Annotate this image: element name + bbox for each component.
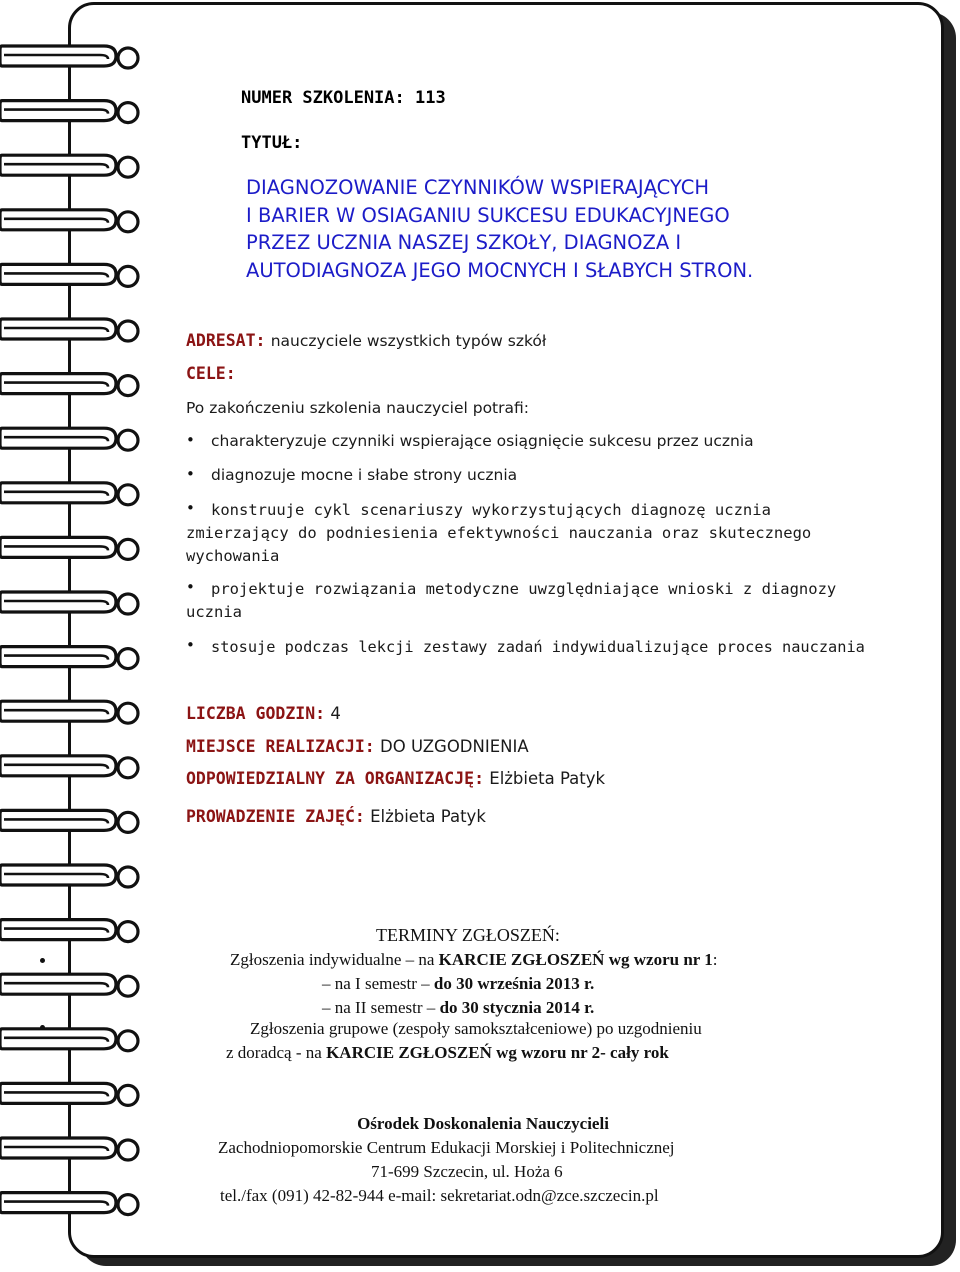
binding-ring — [0, 537, 138, 559]
binding-ring — [0, 264, 138, 286]
location-label: MIEJSCE REALIZACJI: — [186, 737, 375, 756]
training-number — [241, 88, 446, 108]
group-applications-form — [226, 1043, 669, 1063]
binding-ring — [0, 428, 138, 450]
title-line: AUTODIAGNOZA JEGO MOCNYCH I SŁABYCH STRON. — [246, 258, 754, 282]
binding-ring — [0, 920, 138, 942]
goal-item: charakteryzuje czynniki wspierające osiągnięcie sukcesu przez ucznia — [211, 432, 754, 450]
bullet: • — [186, 578, 195, 596]
semester-2-date: do 30 stycznia 2014 r. — [439, 998, 595, 1017]
goal-item-continued: zmierzający do podniesienia efektywności nauczania oraz skutecznego — [186, 524, 812, 542]
training-number-value: 113 — [415, 88, 446, 108]
adresat-row — [186, 331, 546, 350]
binding-ring — [0, 374, 138, 396]
cele-label: CELE: — [186, 364, 236, 383]
semester-2-deadline — [322, 998, 594, 1018]
training-number-label: NUMER SZKOLENIA: — [241, 88, 405, 108]
binding-ring — [0, 210, 138, 232]
title-line: I BARIER W OSIAGANIU SUKCESU EDUKACYJNEGO — [246, 203, 730, 227]
semester-1-deadline — [322, 974, 594, 994]
trainer-label: PROWADZENIE ZAJĘĆ: — [186, 807, 365, 826]
trainer-value: Elżbieta Patyk — [370, 807, 486, 826]
binding-ring — [0, 647, 138, 669]
semester-2-label: – na II semestr – — [322, 998, 440, 1017]
group-prefix: z doradcą - na — [226, 1043, 327, 1062]
group-form: KARCIE ZGŁOSZEŃ wg wzoru nr 2- cały rok — [326, 1043, 669, 1062]
location-row — [186, 737, 529, 756]
binding-ring — [0, 1083, 138, 1105]
bullet — [40, 1025, 45, 1030]
footer — [0, 1114, 960, 1134]
spiral-binding — [0, 0, 140, 1272]
semester-1-label: – na I semestr – — [322, 974, 434, 993]
individual-form: KARCIE ZGŁOSZEŃ wg wzoru nr 1 — [438, 950, 713, 969]
binding-ring — [0, 155, 138, 177]
binding-ring — [0, 101, 138, 123]
group-applications: Zgłoszenia grupowe (zespoły samokształceniowe) po uzgodnieniu — [250, 1019, 702, 1038]
binding-ring — [0, 810, 138, 832]
bullet: • — [186, 465, 195, 483]
binding-ring — [0, 701, 138, 723]
location-value: DO UZGODNIENIA — [380, 737, 529, 756]
org-full-name: Zachodniopomorskie Centrum Edukacji Morskiej i Politechnicznej — [218, 1138, 675, 1157]
training-title — [246, 174, 753, 284]
bullet — [40, 958, 45, 963]
org-contact: tel./fax (091) 42-82-944 e-mail: sekretariat.odn@zce.szczecin.pl — [220, 1186, 659, 1205]
org-address: 71-699 Szczecin, ul. Hoża 6 — [371, 1162, 563, 1181]
semester-1-date: do 30 września 2013 r. — [433, 974, 595, 993]
binding-ring — [0, 1138, 138, 1160]
binding-ring — [0, 319, 138, 341]
goal-item: stosuje podczas lekcji zestawy zadań indywidualizujące proces nauczania — [211, 638, 865, 656]
org-name: Ośrodek Doskonalenia Nauczycieli — [357, 1114, 609, 1133]
binding-ring — [0, 756, 138, 778]
binding-ring — [0, 46, 138, 68]
individual-suffix: : — [712, 950, 718, 969]
goal-item: projektuje rozwiązania metodyczne uwzględniające wnioski z diagnozy — [211, 580, 837, 598]
binding-ring — [0, 483, 138, 505]
deadlines-heading: TERMINY ZGŁOSZEŃ: — [376, 925, 560, 945]
bullet: • — [186, 636, 195, 654]
goal-item-continued: wychowania — [186, 547, 280, 565]
bullet: • — [186, 499, 195, 517]
adresat-label: ADRESAT: — [186, 331, 266, 350]
title-line: DIAGNOZOWANIE CZYNNIKÓW WSPIERAJĄCYCH — [246, 176, 710, 199]
individual-prefix: Zgłoszenia indywidualne – na — [230, 950, 439, 969]
adresat-value: nauczyciele wszystkich typów szkół — [270, 332, 547, 350]
hours-label: LICZBA GODZIN: — [186, 704, 326, 723]
goal-item: konstruuje cykl scenariuszy wykorzystujących diagnozę ucznia — [211, 501, 771, 519]
bullet: • — [186, 431, 195, 449]
cele-intro: Po zakończeniu szkolenia nauczyciel potrafi: — [186, 399, 529, 417]
title-line: PRZEZ UCZNIA NASZEJ SZKOŁY, DIAGNOZA I — [246, 231, 682, 254]
binding-ring — [0, 974, 138, 996]
organizer-value: Elżbieta Patyk — [489, 769, 606, 788]
title-label: TYTUŁ: — [241, 133, 303, 153]
binding-ring — [0, 1029, 138, 1051]
goal-item: diagnozuje mocne i słabe strony ucznia — [211, 466, 518, 484]
binding-ring — [0, 592, 138, 614]
binding-ring — [0, 1193, 138, 1215]
goal-item-continued: ucznia — [186, 603, 242, 621]
hours-row — [186, 704, 341, 723]
organizer-row — [186, 769, 605, 788]
hours-value: 4 — [330, 704, 341, 723]
trainer-row — [186, 807, 486, 826]
individual-applications — [230, 950, 718, 970]
organizer-label: ODPOWIEDZIALNY ZA ORGANIZACJĘ: — [186, 769, 485, 788]
binding-ring — [0, 865, 138, 887]
